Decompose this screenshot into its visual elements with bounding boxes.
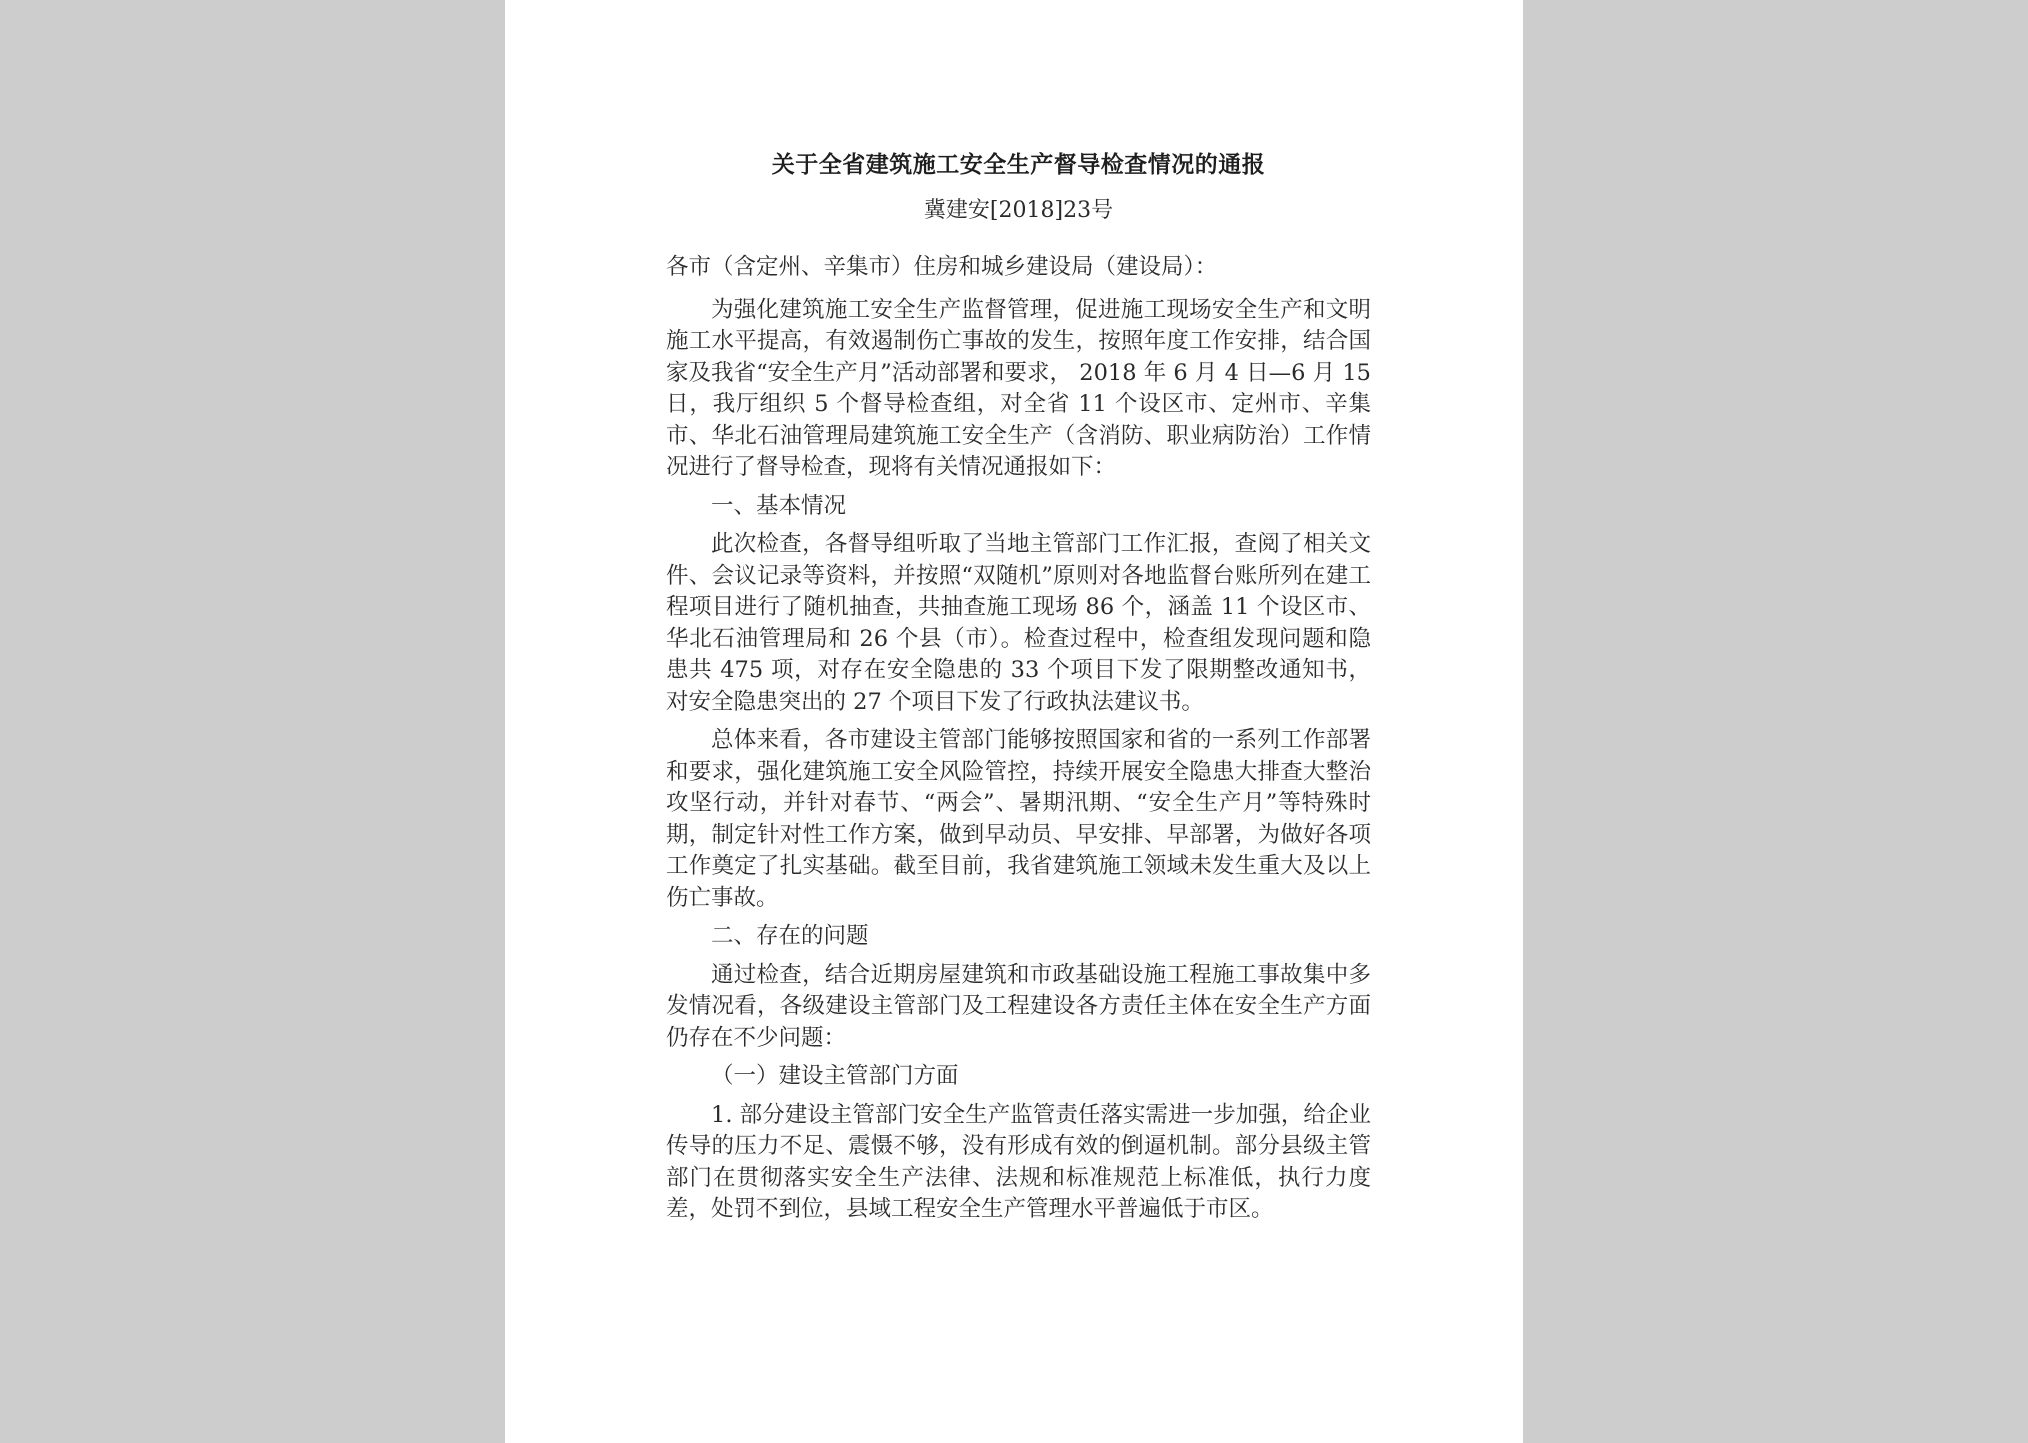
addressee: 各市（含定州、辛集市）住房和城乡建设局（建设局）： — [666, 254, 1218, 280]
section1-paragraph-1: 此次检查，各督导组听取了当地主管部门工作汇报，查阅了相关文件、会议记录等资料，并按照“双随机”原则对各地监督台账所列在建工程项目进行了随机抽查，共抽查施工现场 86 个，涵盖 11 个设区市、华北石油管理局和 26 个县（市）。检查过程中，检查组发现问题和隐患共 475 项，对存在安全隐患的 33 个项目下发了限期整改通知书，对安全隐患突出的 27 个项目下发了行政执法建议书。 — [666, 531, 1371, 715]
document-page — [505, 0, 1523, 1443]
page-content — [666, 138, 1371, 1233]
subsection1-item-1: 1. 部分建设主管部门安全生产监管责任落实需进一步加强，给企业传导的压力不足、震慑不够，没有形成有效的倒逼机制。部分县级主管部门在贯彻落实安全生产法律、法规和标准规范上标准低，执行力度差，处罚不到位，县域工程安全生产管理水平普遍低于市区。 — [666, 1101, 1371, 1222]
subsection-heading-authorities: （一）建设主管部门方面 — [711, 1063, 959, 1089]
section2-paragraph-1: 通过检查，结合近期房屋建筑和市政基础设施工程施工事故集中多发情况看，各级建设主管部门及工程建设各方责任主体在安全生产方面仍存在不少问题： — [666, 961, 1371, 1051]
document-number: 冀建安[2018]23号 — [923, 198, 1114, 223]
document-title: 关于全省建筑施工安全生产督导检查情况的通报 — [771, 151, 1266, 178]
section1-paragraph-2: 总体来看，各市建设主管部门能够按照国家和省的一系列工作部署和要求，强化建筑施工安全风险管控，持续开展安全隐患大排查大整治攻坚行动，并针对春节、“两会”、暑期汛期、“安全生产月”等特殊时期，制定针对性工作方案，做到早动员、早安排、早部署，为做好各项工作奠定了扎实基础。截至目前，我省建筑施工领域未发生重大及以上伤亡事故。 — [666, 727, 1371, 911]
section-heading-problems: 二、存在的问题 — [711, 923, 869, 949]
section-heading-basic: 一、基本情况 — [711, 492, 847, 519]
intro-paragraph: 为强化建筑施工安全生产监督管理，促进施工现场安全生产和文明施工水平提高，有效遏制伤亡事故的发生，按照年度工作安排，结合国家及我省“安全生产月”活动部署和要求， 2018 年 6 月 4 日—6 月 15 日，我厅组织 5 个督导检查组，对全省 11 个设区市、定州市、辛集市、华北石油管理局建筑施工安全生产（含消防、职业病防治）工作情况进行了督导检查，现将有关情况通报如下： — [666, 296, 1371, 480]
